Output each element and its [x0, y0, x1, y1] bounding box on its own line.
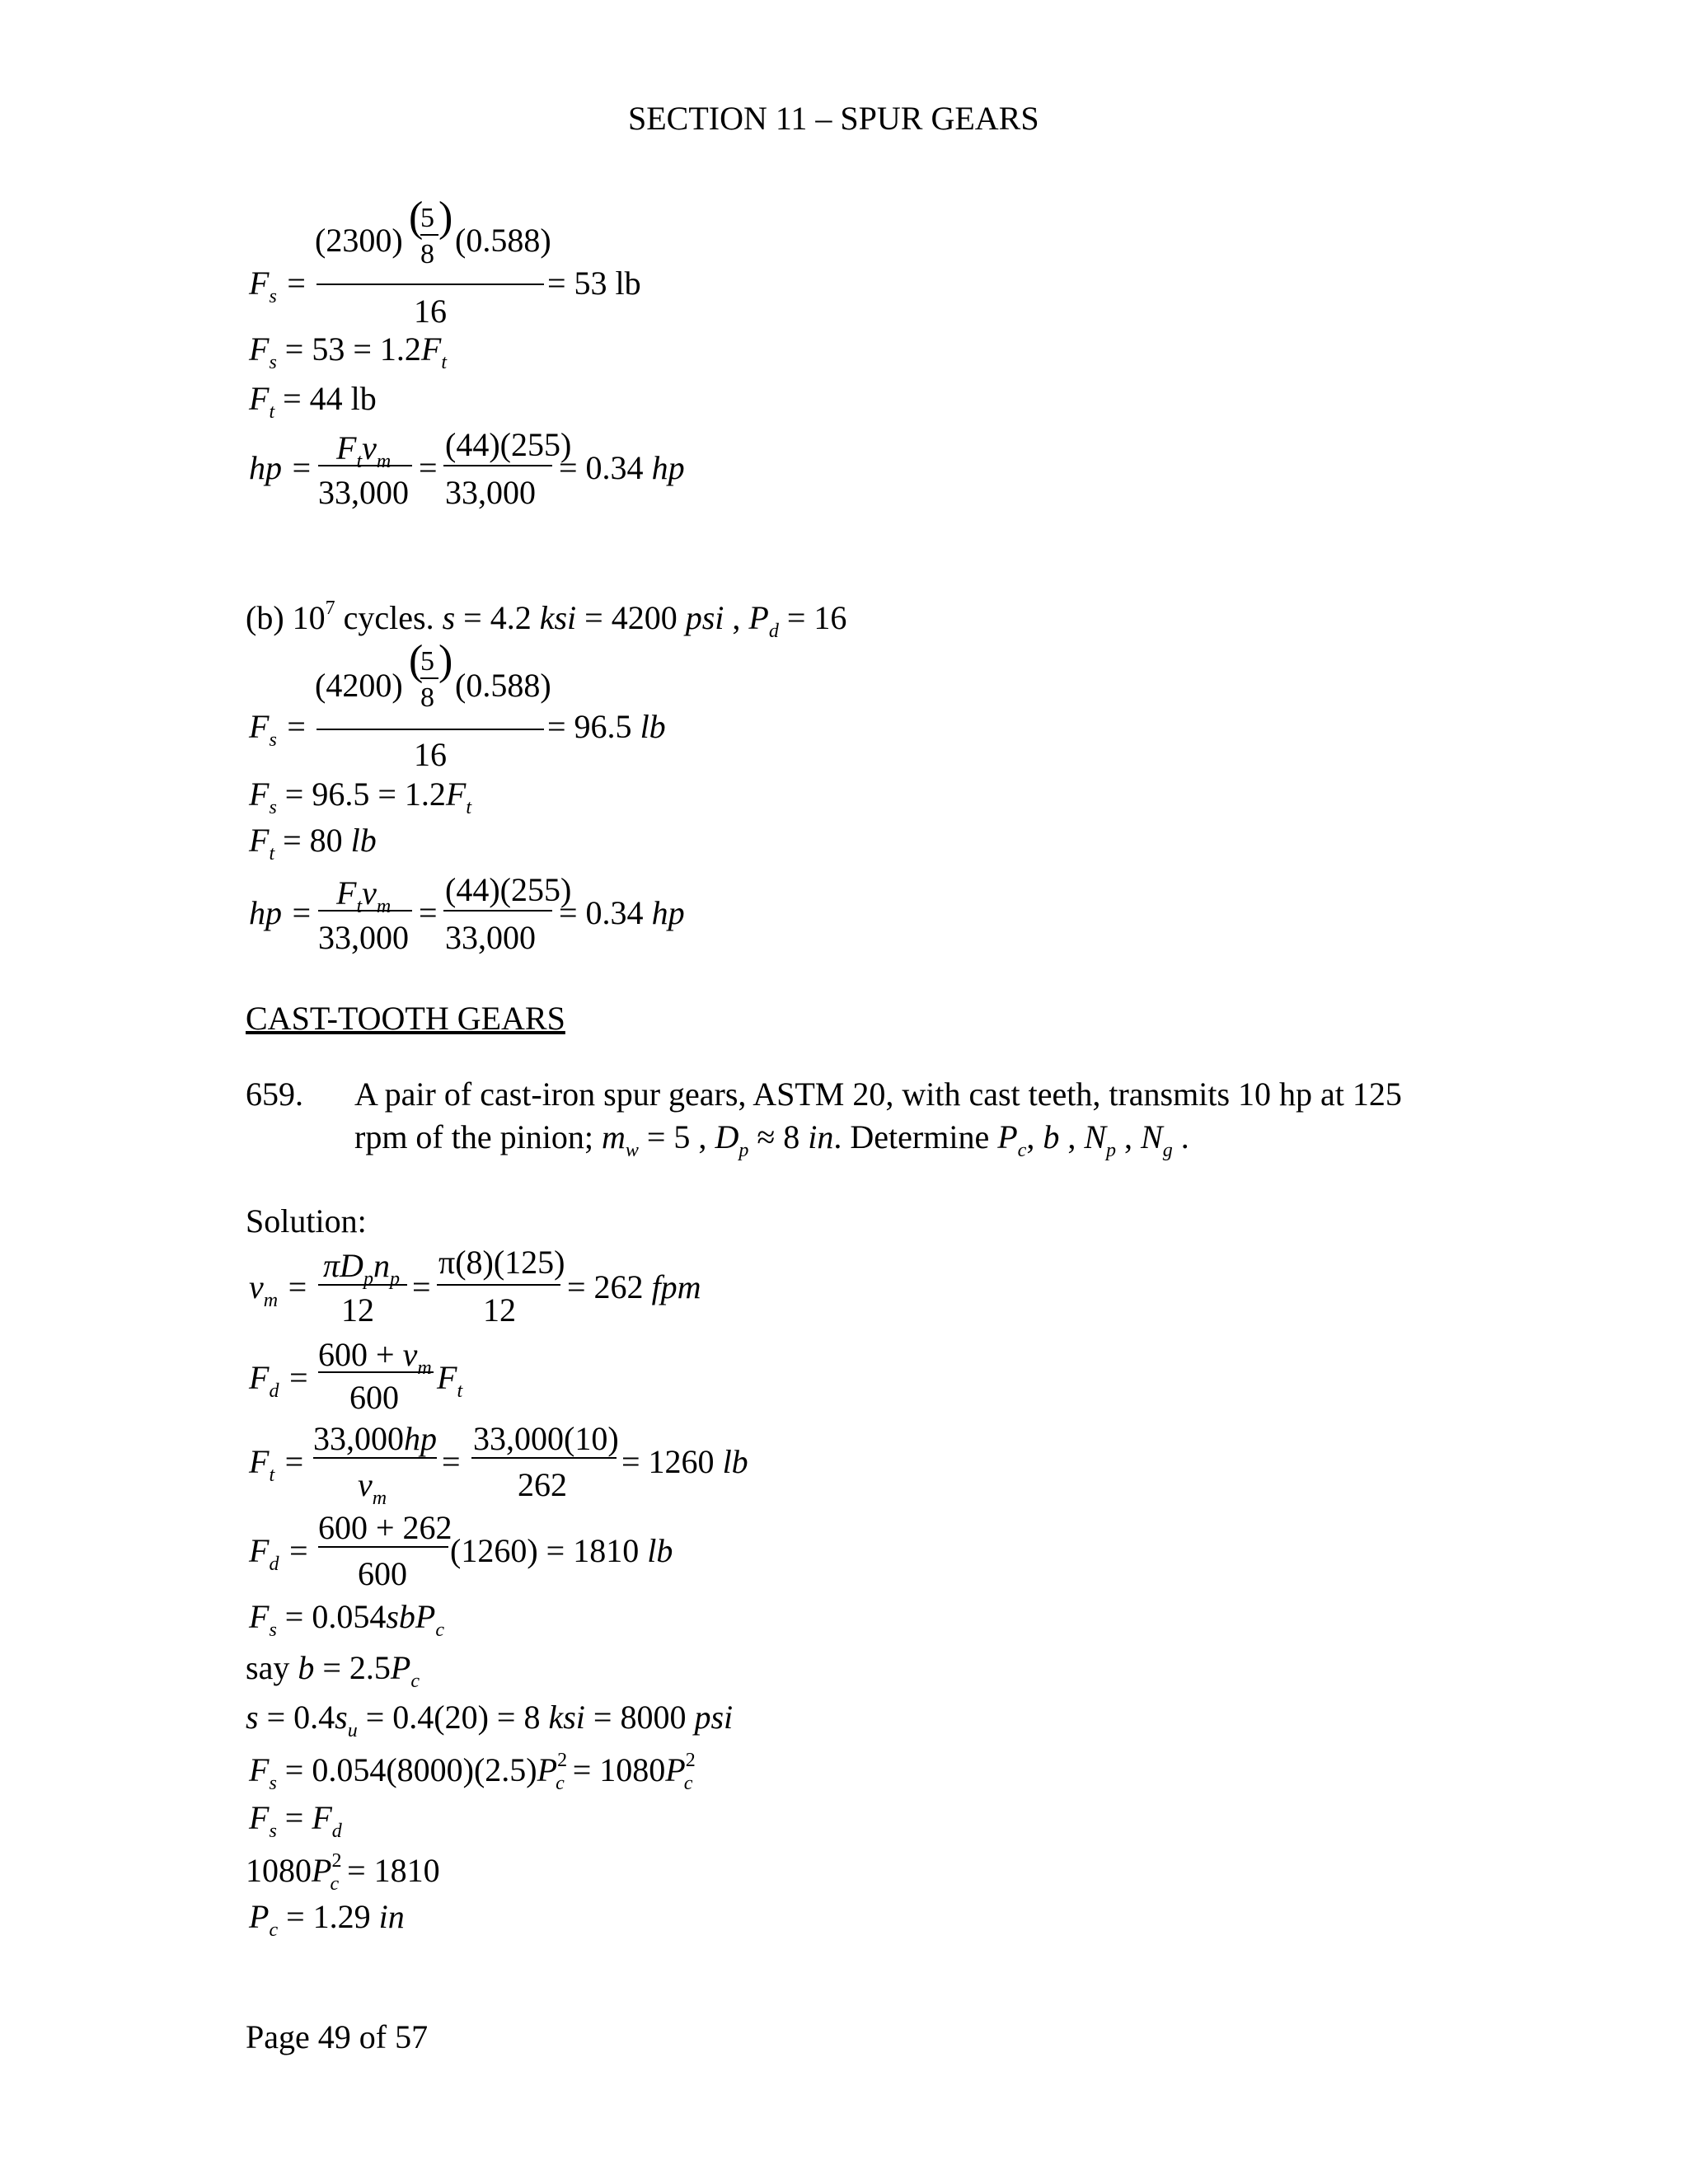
hp-num2-b: (44)(255)	[445, 871, 572, 908]
part-b-label: (b) $10^7$ cycles. s = 4.2 ksi = 4200 psi , $P_d = 16$	[246, 598, 847, 642]
fd2-lhs: $F_d$ =	[249, 1532, 310, 1575]
page-header: SECTION 11 – SPUR GEARS	[628, 100, 1039, 137]
frac-bar	[420, 234, 438, 236]
hp-eq: =	[419, 449, 438, 486]
paren-left: (	[409, 194, 424, 241]
hp-eq-b: =	[419, 894, 438, 931]
ft-bar1	[313, 1457, 437, 1459]
vm-bar2	[437, 1284, 560, 1286]
frac-den-b: 8	[420, 682, 434, 713]
hp-bar2	[443, 465, 552, 466]
fd2-num: 600 + 262	[318, 1509, 452, 1546]
fs-den: 16	[414, 293, 447, 330]
eq-fs-96: $F_s = 96.5 = 1.2F_t$	[249, 776, 472, 818]
hp-den2: 33,000	[445, 474, 536, 511]
fs-result-b: = 96.5 lb	[547, 708, 666, 745]
say-eq: say $b = 2.5P_c$	[246, 1649, 420, 1692]
fd-num: $600 + v_m$	[318, 1336, 432, 1379]
ft-bar2	[471, 1457, 617, 1459]
frac-num-b: 5	[420, 646, 434, 677]
hp-lhs-b: hp =	[249, 894, 312, 931]
fd2-bar	[318, 1546, 448, 1548]
fs-fraction-bar	[316, 284, 544, 285]
paren-right-b: )	[438, 637, 453, 684]
frac-bar-b	[420, 677, 438, 679]
hp-result-b: = 0.34 hp	[559, 894, 685, 931]
hp-bar2-b	[443, 910, 552, 912]
hp-den2-b: 33,000	[445, 919, 536, 956]
fd-lhs: $F_d$ =	[249, 1359, 310, 1402]
hp-num1: $F_tv_m$	[336, 429, 392, 472]
vm-lhs: $v_m$ =	[249, 1268, 309, 1311]
ft-eq: =	[442, 1443, 461, 1480]
fs-num-left: (2300)	[315, 222, 403, 259]
fs-symbol-b: $F_s$ =	[249, 708, 307, 751]
vm-num2: π(8)(125)	[438, 1244, 565, 1281]
page-footer: Page 49 of 57	[246, 2018, 429, 2055]
eq-ft-44: $F_t = 44$ lb	[249, 380, 377, 423]
fs-fraction-bar-b	[316, 729, 544, 730]
fs-result: = 53 lb	[547, 265, 641, 302]
section-heading: CAST-TOOTH GEARS	[246, 1000, 565, 1037]
paren-right: )	[438, 194, 453, 241]
vm-result: = 262 fpm	[567, 1268, 701, 1305]
vm-eq: =	[412, 1268, 431, 1305]
fs-eq: $F_s = 0.054sbP_c$	[249, 1598, 444, 1641]
fs-fd-eq: $F_s = F_d$	[249, 1799, 342, 1842]
eq-1080: $1080P^2_c = 1810$	[246, 1850, 440, 1895]
fs-num-right-b: (0.588)	[455, 667, 551, 704]
paren-left-b: (	[409, 637, 424, 684]
frac-num: 5	[420, 203, 434, 233]
frac-den: 8	[420, 239, 434, 269]
ft-num2: 33,000(10)	[473, 1420, 619, 1457]
solution-label: Solution:	[246, 1202, 367, 1240]
fd2-den: 600	[358, 1555, 407, 1592]
hp-result: = 0.34 hp	[559, 449, 685, 486]
vm-den2: 12	[483, 1291, 516, 1329]
fs-den-b: 16	[414, 736, 447, 773]
s-eq: $s = 0.4s_u = 0.4(20) = 8$ ksi = 8000 psi	[246, 1699, 734, 1741]
hp-den1-b: 33,000	[318, 919, 409, 956]
fs-num-left-b: (4200)	[315, 667, 403, 704]
fs-num-right: (0.588)	[455, 222, 551, 259]
vm-num1: $\pi D_pn_p$	[323, 1247, 400, 1290]
fs2-eq: $F_s = 0.054(8000)(2.5)P^2_c = 1080P^2_c$	[249, 1750, 696, 1794]
vm-bar1	[318, 1284, 407, 1286]
ft-lhs: $F_t$ =	[249, 1443, 306, 1486]
fd2-result: (1260) = 1810 lb	[450, 1532, 673, 1569]
fd-bar	[318, 1371, 434, 1373]
problem-line2: rpm of the pinion; $m_w = 5$ , $D_p \approx 8$ in. Determine $P_c$, b , $N_p$ , $N_g$ .	[354, 1118, 1189, 1161]
eq-ft-80: $F_t = 80$ lb	[249, 822, 377, 865]
hp-bar1-b	[318, 910, 412, 912]
ft-num1: 33,000hp	[313, 1420, 437, 1457]
problem-number: 659.	[246, 1076, 303, 1113]
eq-fs-53: $F_s = 53 = 1.2F_t$	[249, 330, 448, 373]
hp-num1-b: $F_tv_m$	[336, 874, 392, 917]
fd-ft: $F_t$	[437, 1359, 463, 1402]
ft-den2: 262	[518, 1466, 567, 1503]
fs-symbol: $F_s$ =	[249, 265, 307, 307]
hp-den1: 33,000	[318, 474, 409, 511]
fd-den: 600	[349, 1379, 399, 1416]
hp-num2: (44)(255)	[445, 426, 572, 463]
ft-den1: $v_m$	[358, 1466, 387, 1509]
hp-bar1	[318, 465, 412, 466]
hp-lhs: hp =	[249, 449, 312, 486]
vm-den1: 12	[341, 1291, 374, 1329]
pc-eq: $P_c = 1.29$ in	[249, 1898, 405, 1941]
problem-line1: A pair of cast-iron spur gears, ASTM 20, with cast teeth, transmits 10 hp at 125	[354, 1076, 1402, 1113]
ft-result: = 1260 lb	[621, 1443, 748, 1480]
